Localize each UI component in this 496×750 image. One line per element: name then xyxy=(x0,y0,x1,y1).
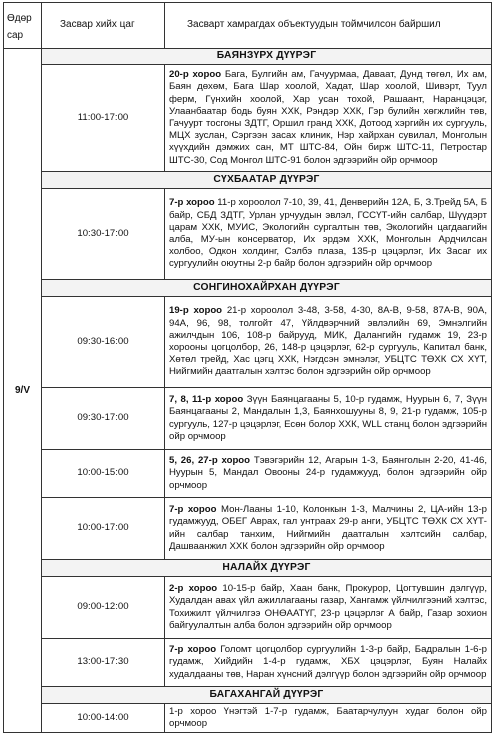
location-column-header: Засварт хамрагдах объектуудын тоймчилсон байршил xyxy=(165,3,492,49)
location-cell: 19-р хороо 21-р хороолол 3-48, 3-58, 4-30, 8А-В, 9-58, 87А-В, 90А, 94А, 96, 98, толгойт 47, Үйлдвэрчний эвлэлийн 69, Эмнэлгийн ажилчдын 106, 108-р байрууд, МИК, Далангийн гудамж 19, 23-р хорооны цогцолбор, 26, 148-р цэцэрлэг, 62-р сургууль, Капитал банк, Хөтөл трейд, Хас цэгц ХХК, Нэгдсэн эмнэлэг, УБЦТС ТӨХК СХ ХҮТ, Нийгмийн даатгалын хэлтэс болон эдгээрийн ойр орчмоор xyxy=(165,297,492,388)
time-cell: 10:00-15:00 xyxy=(42,450,165,498)
district-heading: БАГАХАНГАЙ ДҮҮРЭГ xyxy=(42,687,492,704)
time-column-header: Засвар хийх цаг xyxy=(42,3,165,49)
time-cell: 10:00-14:00 xyxy=(42,704,165,733)
time-cell: 09:30-16:00 xyxy=(42,297,165,388)
time-cell: 11:00-17:00 xyxy=(42,65,165,172)
date-column-header: Өдөр сар xyxy=(4,3,42,49)
district-heading: НАЛАЙХ ДҮҮРЭГ xyxy=(42,560,492,577)
time-cell: 09:30-17:00 xyxy=(42,388,165,450)
time-cell: 09:00-12:00 xyxy=(42,577,165,639)
location-cell: 7-р хороо Мон-Лааны 1-10, Колонкын 1-3, Малчины 2, ЦА-ийн 13-р гудамжууд, ОБЕГ Аврах, гал унтрааx 29-р анги, УБЦТС ТӨХК СХ ХҮТ-ийн салбар танхим, Нийгмийн даатгалын хэлтсийн салбар, Дашваанжил ХХК болон эдгээрийн ойр орчмоор xyxy=(165,498,492,560)
location-cell: 7-р хороо Голомт цогцолбор сургуулийн 1-3-р байр, Бадралын 1-6-р гудамж, Хийдийн 1-4-р гудамж, ХБХ цэцэрлэг, Буян Налайх худалдааны төв, Наран хүнсний дэлгүүр болон эдгээрийн ойр орчмоор xyxy=(165,639,492,687)
location-cell: 5, 26, 27-р хороо Тэвэгэрийн 12, Агарын 1-3, Баянголын 2-20, 41-46, Нуурын 5, Мандал Овооны 24-р гудамжууд, болон эдгээрийн ойр орчмоор xyxy=(165,450,492,498)
time-cell: 13:00-17:30 xyxy=(42,639,165,687)
time-cell: 10:30-17:00 xyxy=(42,189,165,280)
district-heading: СОНГИНОХАЙРХАН ДҮҮРЭГ xyxy=(42,280,492,297)
location-cell: 20-р хороо Бага, Булгийн ам, Гачуурмаа, Даваат, Дунд төгөл, Их ам, Баян дөхөм, Бага Шар хоолой, Хадат, Шар хоолой, Шивэрт, Туул ферм, Гүнхийн хоолой, Хар усан тохой, Рашаант, Наранцэцэг, Улаанбаатар бодь буян ХХК, Рэндэр ХХК, Гэр булийн хөгжлийн төв, Гачуурт тосгоны ЗДТГ, Оршил гранд ХХК, Дотоод хэргийн их сургууль, МЦХ зуслан, Сэргээн засах клиник, Нэр хайрхан сувилал, Монголын хүүхдийн дэмжих сан, МТ ШТС-84, Ойн бирж ШТС-11, Петростар ШТС-30, Сод Монгол ШТС-91 болон эдгээрийн ойр орчмоор xyxy=(165,65,492,172)
time-cell: 10:00-17:00 xyxy=(42,498,165,560)
location-cell: 2-р хороо 10-15-р байр, Хаан банк, Прокурор, Цогтувшин дэлгүүр, Худалдан авах үйл ажиллагааны газар, Хангамж үйлчилгээний хэлтэс, Тохижилт үйлчилгээ ОНӨААТҮГ, 23-р цэцэрлэг А байр, Газар зохион байгуулалтын алба болон эдгээрийн ойр орчмоор xyxy=(165,577,492,639)
outage-schedule-table xyxy=(3,2,492,733)
location-cell: 7-р хороо 11-р хороолол 7-10, 39, 41, Денверийн 12А, Б, З.Трейд 5А, Б байр, СБД ЗДТГ, Урлан урчуудын эвлэл, ГССҮТ-ийн салбар, Шүүдэрт царам ХХК, МУИС, Экологийн сургалтын төв, Экологийн цагдаагийн алба, МУ-ын консерватор, Их эрдэм ХХК, Монголын Ардчилсан холбоо, Одкон холдинг, Сэлбэ плаза, 135-р цэцэрлэг, Их Засаг их сургуулийн оюутны 2-р байр болон эдгээрийн ойр орчмоор xyxy=(165,189,492,280)
date-cell: 9/V xyxy=(4,49,42,733)
header-row xyxy=(4,3,492,49)
location-cell: 1-р хороо Үнэгтэй 1-7-р гудамж, Баатарчулуун худаг болон ойр орчмоор xyxy=(165,704,492,733)
location-cell: 7, 8, 11-р хороо Зүүн Баянцагааны 5, 10-р гудамж, Нуурын 6, 7, Зүүн Баянцагааны 2, Мандалын 1,3, Баянхошууны 8, 9, 21-р гудамж, 105-р сургууль, 127-р цэцэрлэг, Есөн болор ХХК, WLL станц болон эдгээрийн ойр орчмоор xyxy=(165,388,492,450)
district-heading: БАЯНЗҮРХ ДҮҮРЭГ xyxy=(42,49,492,65)
district-heading: СҮХБААТАР ДҮҮРЭГ xyxy=(42,172,492,189)
